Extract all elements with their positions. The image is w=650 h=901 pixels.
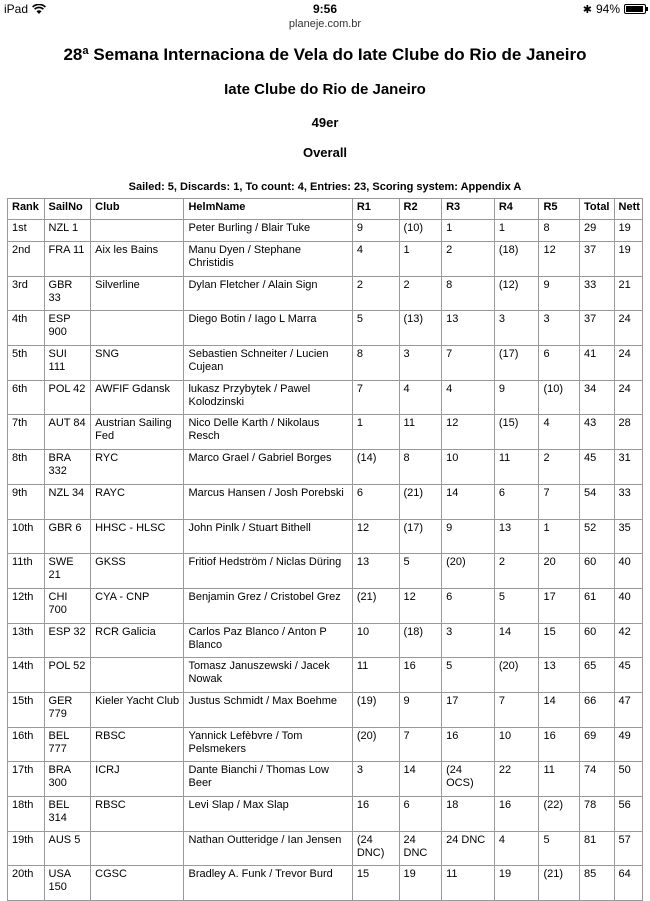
r3-cell: 11 xyxy=(442,866,495,901)
table-row xyxy=(8,831,643,866)
r5-cell: (22) xyxy=(539,797,580,832)
r3-cell: 24 DNC xyxy=(442,831,495,866)
helm-name-cell: lukasz Przybytek / Pawel Kolodzinski xyxy=(184,380,352,415)
rank-cell: 8th xyxy=(8,450,45,485)
nett-cell: 49 xyxy=(614,727,642,762)
r3-cell: 8 xyxy=(442,276,495,311)
rank-cell: 2nd xyxy=(8,242,45,277)
r4-cell: (18) xyxy=(494,242,539,277)
race-summary: Sailed: 5, Discards: 1, To count: 4, Entries: 23, Scoring system: Appendix A xyxy=(128,181,522,193)
club-cell: CYA - CNP xyxy=(91,588,184,623)
r3-cell: 4 xyxy=(442,380,495,415)
rank-cell: 14th xyxy=(8,658,45,693)
table-row xyxy=(8,554,643,589)
r1-cell: (21) xyxy=(352,588,399,623)
r1-cell: 12 xyxy=(352,519,399,554)
r2-cell: 6 xyxy=(399,797,442,832)
r4-cell: 3 xyxy=(494,311,539,346)
sail-no-cell: BEL 314 xyxy=(44,797,91,832)
total-cell: 41 xyxy=(580,346,614,381)
r5-cell: 6 xyxy=(539,346,580,381)
r1-cell: 2 xyxy=(352,276,399,311)
bluetooth-icon: ✱ xyxy=(582,3,592,16)
r1-cell: 4 xyxy=(352,242,399,277)
total-cell: 85 xyxy=(580,866,614,901)
table-row xyxy=(8,519,643,554)
r2-cell: 2 xyxy=(399,276,442,311)
r4-cell: 2 xyxy=(494,554,539,589)
class-title: 49er xyxy=(311,115,339,130)
table-row xyxy=(8,623,643,658)
sail-no-cell: ESP 900 xyxy=(44,311,91,346)
nett-cell: 57 xyxy=(614,831,642,866)
r2-cell: (10) xyxy=(399,220,442,242)
rank-cell: 11th xyxy=(8,554,45,589)
table-row xyxy=(8,276,643,311)
club-cell: ICRJ xyxy=(91,762,184,797)
r4-cell: (12) xyxy=(494,276,539,311)
column-header-club: Club xyxy=(91,199,184,220)
helm-name-cell: Nathan Outteridge / Ian Jensen xyxy=(184,831,352,866)
r2-cell: (21) xyxy=(399,484,442,519)
club-cell xyxy=(91,220,184,242)
nett-cell: 21 xyxy=(614,276,642,311)
helm-name-cell: Carlos Paz Blanco / Anton P Blanco xyxy=(184,623,352,658)
table-row xyxy=(8,346,643,381)
total-cell: 52 xyxy=(580,519,614,554)
event-title: 28ª Semana Internaciona de Vela do Iate Clube do Rio de Janeiro xyxy=(63,45,587,64)
r5-cell: 4 xyxy=(539,415,580,450)
r3-cell: 13 xyxy=(442,311,495,346)
r1-cell: 16 xyxy=(352,797,399,832)
column-header-helmname: HelmName xyxy=(184,199,352,220)
r1-cell: 9 xyxy=(352,220,399,242)
r2-cell: (13) xyxy=(399,311,442,346)
column-header-r1: R1 xyxy=(352,199,399,220)
nett-cell: 56 xyxy=(614,797,642,832)
club-cell: GKSS xyxy=(91,554,184,589)
total-cell: 54 xyxy=(580,484,614,519)
r4-cell: 10 xyxy=(494,727,539,762)
total-cell: 74 xyxy=(580,762,614,797)
rank-cell: 19th xyxy=(8,831,45,866)
battery-percent: 94% xyxy=(595,2,620,16)
rank-cell: 7th xyxy=(8,415,45,450)
club-cell: RAYC xyxy=(91,484,184,519)
total-cell: 65 xyxy=(580,658,614,693)
table-row xyxy=(8,762,643,797)
r3-cell: 5 xyxy=(442,658,495,693)
r5-cell: 20 xyxy=(539,554,580,589)
total-cell: 37 xyxy=(580,311,614,346)
nett-cell: 24 xyxy=(614,346,642,381)
rank-cell: 18th xyxy=(8,797,45,832)
r4-cell: (15) xyxy=(494,415,539,450)
r1-cell: (20) xyxy=(352,727,399,762)
club-cell: RBSC xyxy=(91,727,184,762)
r3-cell: 3 xyxy=(442,623,495,658)
table-header-row xyxy=(8,199,643,220)
total-cell: 66 xyxy=(580,692,614,727)
sail-no-cell: SUI 111 xyxy=(44,346,91,381)
r5-cell: 17 xyxy=(539,588,580,623)
url-text[interactable]: planeje.com.br xyxy=(288,18,362,30)
sail-no-cell: AUT 84 xyxy=(44,415,91,450)
nett-cell: 40 xyxy=(614,588,642,623)
table-row xyxy=(8,242,643,277)
nett-cell: 33 xyxy=(614,484,642,519)
nett-cell: 28 xyxy=(614,415,642,450)
r2-cell: 11 xyxy=(399,415,442,450)
r2-cell: 12 xyxy=(399,588,442,623)
r2-cell: 3 xyxy=(399,346,442,381)
club-title: Iate Clube do Rio de Janeiro xyxy=(224,81,426,98)
r2-cell: 24 DNC xyxy=(399,831,442,866)
sail-no-cell: POL 42 xyxy=(44,380,91,415)
sail-no-cell: POL 52 xyxy=(44,658,91,693)
sail-no-cell: BRA 300 xyxy=(44,762,91,797)
rank-cell: 15th xyxy=(8,692,45,727)
total-cell: 60 xyxy=(580,554,614,589)
club-cell: Silverline xyxy=(91,276,184,311)
r5-cell: 2 xyxy=(539,450,580,485)
r5-cell: 8 xyxy=(539,220,580,242)
view-title: Overall xyxy=(302,145,348,160)
r1-cell: 6 xyxy=(352,484,399,519)
r1-cell: 11 xyxy=(352,658,399,693)
column-header-sailno: SailNo xyxy=(44,199,91,220)
helm-name-cell: Sebastien Schneiter / Lucien Cujean xyxy=(184,346,352,381)
r3-cell: (20) xyxy=(442,554,495,589)
helm-name-cell: Dylan Fletcher / Alain Sign xyxy=(184,276,352,311)
club-cell xyxy=(91,831,184,866)
club-cell: RBSC xyxy=(91,797,184,832)
r4-cell: 16 xyxy=(494,797,539,832)
r1-cell: (14) xyxy=(352,450,399,485)
helm-name-cell: Manu Dyen / Stephane Christidis xyxy=(184,242,352,277)
column-header-nett: Nett xyxy=(614,199,642,220)
sail-no-cell: AUS 5 xyxy=(44,831,91,866)
table-row xyxy=(8,415,643,450)
r2-cell: 7 xyxy=(399,727,442,762)
table-row xyxy=(8,380,643,415)
total-cell: 60 xyxy=(580,623,614,658)
status-bar xyxy=(0,0,650,18)
r4-cell: (20) xyxy=(494,658,539,693)
sail-no-cell: BEL 777 xyxy=(44,727,91,762)
helm-name-cell: Peter Burling / Blair Tuke xyxy=(184,220,352,242)
r3-cell: 10 xyxy=(442,450,495,485)
club-cell: SNG xyxy=(91,346,184,381)
total-cell: 45 xyxy=(580,450,614,485)
nett-cell: 19 xyxy=(614,242,642,277)
total-cell: 61 xyxy=(580,588,614,623)
r4-cell: 14 xyxy=(494,623,539,658)
club-cell: Aix les Bains xyxy=(91,242,184,277)
r5-cell: 12 xyxy=(539,242,580,277)
r3-cell: 12 xyxy=(442,415,495,450)
table-body xyxy=(8,220,643,901)
sail-no-cell: CHI 700 xyxy=(44,588,91,623)
rank-cell: 5th xyxy=(8,346,45,381)
r4-cell: 1 xyxy=(494,220,539,242)
sail-no-cell: ESP 32 xyxy=(44,623,91,658)
rank-cell: 17th xyxy=(8,762,45,797)
battery-icon xyxy=(624,4,646,14)
r4-cell: 4 xyxy=(494,831,539,866)
total-cell: 33 xyxy=(580,276,614,311)
total-cell: 78 xyxy=(580,797,614,832)
club-cell xyxy=(91,658,184,693)
rank-cell: 20th xyxy=(8,866,45,901)
helm-name-cell: John Pinlk / Stuart Bithell xyxy=(184,519,352,554)
r3-cell: 9 xyxy=(442,519,495,554)
rank-cell: 9th xyxy=(8,484,45,519)
table-row xyxy=(8,727,643,762)
column-header-r5: R5 xyxy=(539,199,580,220)
r2-cell: (17) xyxy=(399,519,442,554)
helm-name-cell: Justus Schmidt / Max Boehme xyxy=(184,692,352,727)
nett-cell: 35 xyxy=(614,519,642,554)
r4-cell: 6 xyxy=(494,484,539,519)
r3-cell: 16 xyxy=(442,727,495,762)
helm-name-cell: Levi Slap / Max Slap xyxy=(184,797,352,832)
r1-cell: 7 xyxy=(352,380,399,415)
r5-cell: (21) xyxy=(539,866,580,901)
sail-no-cell: GBR 33 xyxy=(44,276,91,311)
r3-cell: 6 xyxy=(442,588,495,623)
table-row xyxy=(8,450,643,485)
rank-cell: 13th xyxy=(8,623,45,658)
table-row xyxy=(8,797,643,832)
sail-no-cell: USA 150 xyxy=(44,866,91,901)
status-time: 9:56 xyxy=(312,2,338,16)
table-row xyxy=(8,484,643,519)
r4-cell: 19 xyxy=(494,866,539,901)
helm-name-cell: Marco Grael / Gabriel Borges xyxy=(184,450,352,485)
rank-cell: 1st xyxy=(8,220,45,242)
sail-no-cell: NZL 34 xyxy=(44,484,91,519)
helm-name-cell: Bradley A. Funk / Trevor Burd xyxy=(184,866,352,901)
r1-cell: 5 xyxy=(352,311,399,346)
r2-cell: 14 xyxy=(399,762,442,797)
r2-cell: (18) xyxy=(399,623,442,658)
device-name: iPad xyxy=(4,2,29,16)
r4-cell: 11 xyxy=(494,450,539,485)
r1-cell: 13 xyxy=(352,554,399,589)
rank-cell: 3rd xyxy=(8,276,45,311)
r3-cell: 14 xyxy=(442,484,495,519)
r5-cell: 7 xyxy=(539,484,580,519)
r2-cell: 16 xyxy=(399,658,442,693)
total-cell: 37 xyxy=(580,242,614,277)
r5-cell: 13 xyxy=(539,658,580,693)
sail-no-cell: SWE 21 xyxy=(44,554,91,589)
nett-cell: 45 xyxy=(614,658,642,693)
table-row xyxy=(8,866,643,901)
helm-name-cell: Dante Bianchi / Thomas Low Beer xyxy=(184,762,352,797)
r2-cell: 5 xyxy=(399,554,442,589)
table-row xyxy=(8,692,643,727)
r5-cell: 15 xyxy=(539,623,580,658)
r4-cell: 9 xyxy=(494,380,539,415)
r1-cell: 8 xyxy=(352,346,399,381)
total-cell: 43 xyxy=(580,415,614,450)
r3-cell: (24 OCS) xyxy=(442,762,495,797)
r4-cell: 7 xyxy=(494,692,539,727)
r1-cell: 3 xyxy=(352,762,399,797)
total-cell: 29 xyxy=(580,220,614,242)
r2-cell: 9 xyxy=(399,692,442,727)
r5-cell: 11 xyxy=(539,762,580,797)
nett-cell: 42 xyxy=(614,623,642,658)
club-cell xyxy=(91,311,184,346)
r1-cell: 10 xyxy=(352,623,399,658)
club-cell: Austrian Sailing Fed xyxy=(91,415,184,450)
helm-name-cell: Diego Botin / Iago L Marra xyxy=(184,311,352,346)
r2-cell: 4 xyxy=(399,380,442,415)
r4-cell: 22 xyxy=(494,762,539,797)
sail-no-cell: GBR 6 xyxy=(44,519,91,554)
r1-cell: 15 xyxy=(352,866,399,901)
total-cell: 81 xyxy=(580,831,614,866)
results-table xyxy=(7,198,643,901)
club-cell: AWFIF Gdansk xyxy=(91,380,184,415)
sail-no-cell: NZL 1 xyxy=(44,220,91,242)
results-header xyxy=(0,44,650,162)
sail-no-cell: GER 779 xyxy=(44,692,91,727)
r2-cell: 1 xyxy=(399,242,442,277)
r5-cell: 1 xyxy=(539,519,580,554)
club-cell: Kieler Yacht Club xyxy=(91,692,184,727)
r4-cell: 5 xyxy=(494,588,539,623)
r3-cell: 18 xyxy=(442,797,495,832)
r3-cell: 1 xyxy=(442,220,495,242)
nett-cell: 19 xyxy=(614,220,642,242)
club-cell: RYC xyxy=(91,450,184,485)
helm-name-cell: Tomasz Januszewski / Jacek Nowak xyxy=(184,658,352,693)
r5-cell: 5 xyxy=(539,831,580,866)
address-bar[interactable] xyxy=(0,18,650,36)
club-cell: CGSC xyxy=(91,866,184,901)
column-header-r2: R2 xyxy=(399,199,442,220)
status-right xyxy=(583,2,646,16)
r4-cell: (17) xyxy=(494,346,539,381)
rank-cell: 6th xyxy=(8,380,45,415)
column-header-r3: R3 xyxy=(442,199,495,220)
r4-cell: 13 xyxy=(494,519,539,554)
r5-cell: 9 xyxy=(539,276,580,311)
r1-cell: (19) xyxy=(352,692,399,727)
rank-cell: 10th xyxy=(8,519,45,554)
nett-cell: 24 xyxy=(614,380,642,415)
club-cell: HHSC - HLSC xyxy=(91,519,184,554)
r1-cell: (24 DNC) xyxy=(352,831,399,866)
table-row xyxy=(8,311,643,346)
nett-cell: 64 xyxy=(614,866,642,901)
sail-no-cell: BRA 332 xyxy=(44,450,91,485)
rank-cell: 16th xyxy=(8,727,45,762)
r5-cell: 14 xyxy=(539,692,580,727)
r2-cell: 19 xyxy=(399,866,442,901)
nett-cell: 40 xyxy=(614,554,642,589)
helm-name-cell: Benjamin Grez / Cristobel Grez xyxy=(184,588,352,623)
r5-cell: 16 xyxy=(539,727,580,762)
r2-cell: 8 xyxy=(399,450,442,485)
table-row xyxy=(8,220,643,242)
helm-name-cell: Nico Delle Karth / Nikolaus Resch xyxy=(184,415,352,450)
helm-name-cell: Marcus Hansen / Josh Porebski xyxy=(184,484,352,519)
nett-cell: 50 xyxy=(614,762,642,797)
r5-cell: (10) xyxy=(539,380,580,415)
total-cell: 69 xyxy=(580,727,614,762)
rank-cell: 12th xyxy=(8,588,45,623)
r1-cell: 1 xyxy=(352,415,399,450)
club-cell: RCR Galicia xyxy=(91,623,184,658)
column-header-total: Total xyxy=(580,199,614,220)
table-row xyxy=(8,588,643,623)
r3-cell: 17 xyxy=(442,692,495,727)
r3-cell: 2 xyxy=(442,242,495,277)
rank-cell: 4th xyxy=(8,311,45,346)
total-cell: 34 xyxy=(580,380,614,415)
column-header-r4: R4 xyxy=(494,199,539,220)
r5-cell: 3 xyxy=(539,311,580,346)
nett-cell: 47 xyxy=(614,692,642,727)
r3-cell: 7 xyxy=(442,346,495,381)
helm-name-cell: Fritiof Hedström / Niclas Düring xyxy=(184,554,352,589)
sail-no-cell: FRA 11 xyxy=(44,242,91,277)
table-row xyxy=(8,658,643,693)
nett-cell: 24 xyxy=(614,311,642,346)
helm-name-cell: Yannick Lefèbvre / Tom Pelsmekers xyxy=(184,727,352,762)
column-header-rank: Rank xyxy=(8,199,45,220)
nett-cell: 31 xyxy=(614,450,642,485)
